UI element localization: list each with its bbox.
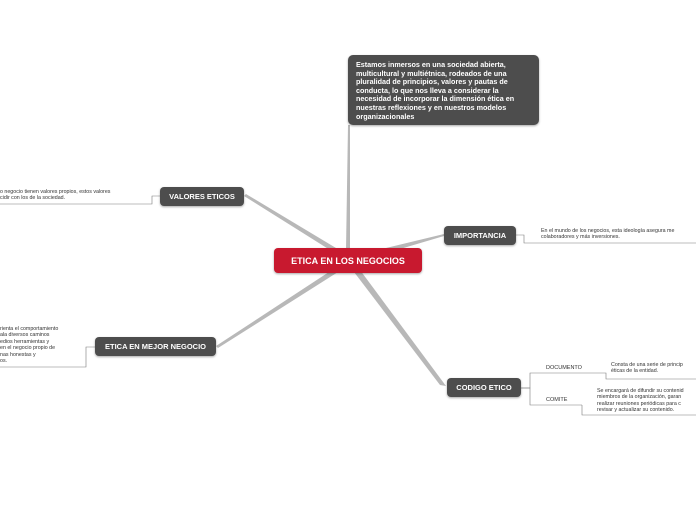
topic-importancia[interactable]	[444, 226, 516, 245]
link-central-intro	[346, 125, 350, 250]
subtopic-comite[interactable]: COMITE	[546, 397, 568, 403]
central-topic[interactable]	[274, 248, 422, 273]
central-topic-label: ETICA EN LOS NEGOCIOS	[291, 255, 405, 266]
note-comite: Se encargará de difundir su contenid miembros de la organización, garan realizar reuniones periódicas para c revisar y actualizar su contenido.	[597, 388, 684, 414]
link-codigo-documento	[521, 373, 592, 388]
link-central-mejor-negocio	[216, 270, 338, 348]
topic-importancia-label: IMPORTANCIA	[453, 231, 507, 240]
topic-valores-eticos-label: VALORES ETICOS	[169, 192, 235, 201]
intro-topic-text: Estamos inmersos en una sociedad abierta, multicultural y multiétnica, rodeados de una pluralidad de principios, valores y pautas de conducta, lo que nos lleva a considerar la necesidad de incorporar la dimensión ética en nuestras reflexiones y en nuestros modelos organizacionales	[356, 60, 515, 121]
topic-etica-mejor-negocio[interactable]	[95, 337, 216, 356]
intro-topic[interactable]	[348, 55, 539, 125]
topic-codigo-etico-label: CODIGO ETICO	[456, 383, 512, 392]
note-importancia: En el mundo de los negocios, esta ideología asegura me colaboradores y más inversiones.	[541, 228, 675, 241]
link-central-valores	[244, 194, 336, 250]
note-valores-eticos: o negocio tienen valores propios, estos valores cidir con los de la sociedad.	[0, 189, 111, 202]
subtopic-documento[interactable]: DOCUMENTO	[546, 365, 582, 371]
link-central-codigo	[354, 270, 446, 386]
topic-codigo-etico[interactable]	[447, 378, 521, 397]
topic-valores-eticos[interactable]	[160, 187, 244, 206]
note-documento: Consta de una serie de princip éticas de la entidad.	[611, 362, 683, 375]
note-etica-mejor-negocio: rienta el comportamiento ala diversos caminos edios herramientas y en el negocio propio de nas honestas y os.	[0, 326, 59, 365]
topic-etica-mejor-negocio-label: ETICA EN MEJOR NEGOCIO	[105, 342, 206, 351]
